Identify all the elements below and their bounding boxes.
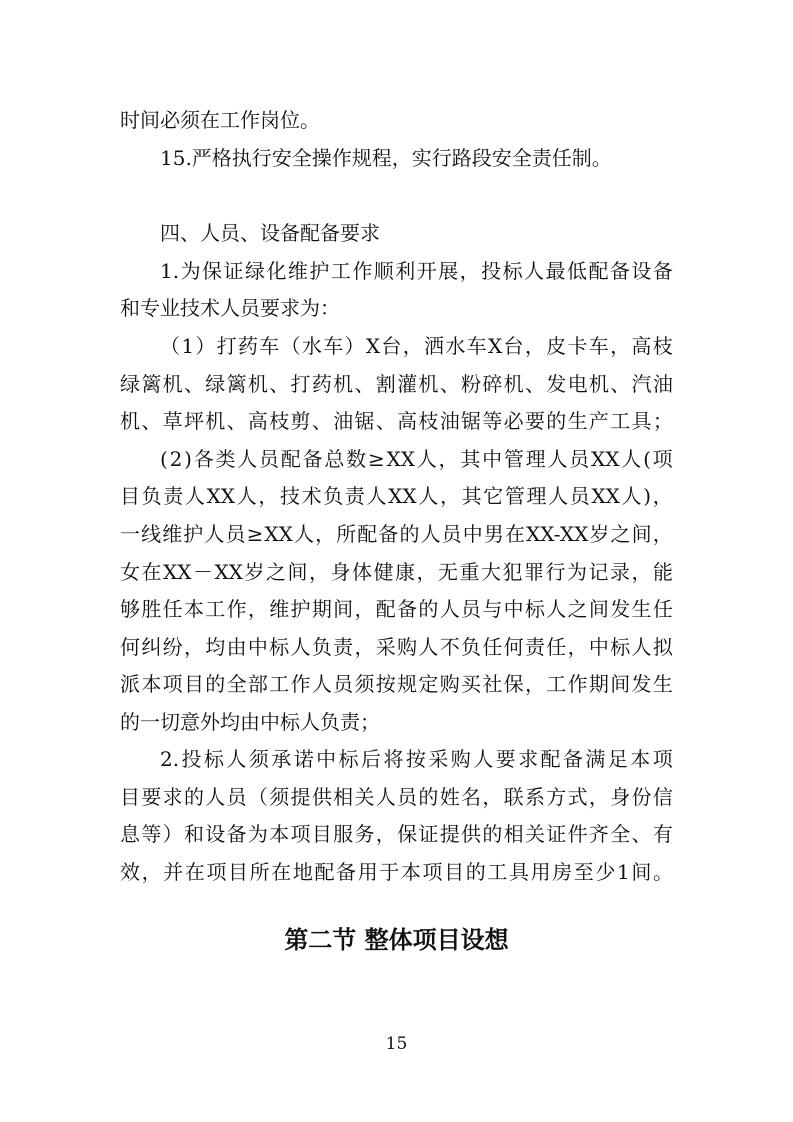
text-line: 女 在 XX － XX 岁 之 间 ， 身 体 健 康 ， 无 重 大 犯 罪 行 为 记 录 ， 能 xyxy=(120,560,673,584)
text-line: 机 、 草 坪 机 、 高 枝 剪 、 油 锯 、 高 枝 油 锯 等 必 要 的 生 产 工 具 ； xyxy=(120,409,673,433)
text-line: 15.严格执行安全操作规程，实行路段安全责任制。 xyxy=(160,146,612,170)
text-line: 效 ， 并 在 项 目 所 在 地 配 备 用 于 本 项 目 的 工 具 用 房 至 少 1 间 。 xyxy=(120,860,673,884)
text-line: 绿 篱 机 、 绿 篱 机 、 打 药 机 、 割 灌 机 、 粉 碎 机 、 发 电 机 、 汽 油 xyxy=(120,372,673,396)
text-line: 和专业技术人员要求为： xyxy=(120,296,340,320)
section-subheading: 四、人员、设备配备要求 xyxy=(160,221,380,245)
text-line: ( 2 ) 各 类 人 员 配 备 总 数 ≥ XX 人 ， 其 中 管 理 人 员 XX 人 ( 项 xyxy=(160,447,673,471)
text-line: 时间必须在工作岗位。 xyxy=(120,108,320,132)
text-line: 2. 投 标 人 须 承 诺 中 标 后 将 按 采 购 人 要 求 配 备 满 足 本 项 xyxy=(160,747,673,771)
text-line: 何 纠 纷 ， 均 由 中 标 人 负 责 ， 采 购 人 不 负 任 何 责 任 ， 中 标 人 拟 xyxy=(120,635,673,659)
page-number: 15 xyxy=(385,1034,408,1054)
text-line: 1. 为 保 证 绿 化 维 护 工 作 顺 利 开 展 ， 投 标 人 最 低 配 备 设 备 xyxy=(160,259,673,283)
text-line: 息 等 ） 和 设 备 为 本 项 目 服 务 ， 保 证 提 供 的 相 关 证 件 齐 全 、 有 xyxy=(120,822,673,846)
text-line: 够 胜 任 本 工 作 ， 维 护 期 间 ， 配 备 的 人 员 与 中 标 人 之 间 发 生 任 xyxy=(120,597,673,621)
text-line: 目 要 求 的 人 员 （ 须 提 供 相 关 人 员 的 姓 名 ， 联 系 方 式 ， 身 份 信 xyxy=(120,785,673,809)
text-line: 派 本 项 目 的 全 部 工 作 人 员 须 按 规 定 购 买 社 保 ， 工 作 期 间 发 生 xyxy=(120,672,673,696)
text-line: 一 线 维 护 人 员 ≥ XX 人 ， 所 配 备 的 人 员 中 男 在 XX-XX 岁 之 间 ， xyxy=(120,522,673,546)
section-heading: 第二节 整体项目设想 xyxy=(284,926,509,954)
text-line: 的一切意外均由中标人负责； xyxy=(120,710,380,734)
text-line: 目 负 责 人 XX 人 ， 技 术 负 责 人 XX 人 ， 其 它 管 理 人 员 XX 人 ) ， xyxy=(120,484,673,508)
text-line: （ 1 ） 打 药 车 （ 水 车 ） X 台 ， 洒 水 车 X 台 ， 皮 卡 车 ， 高 枝 xyxy=(160,334,673,358)
